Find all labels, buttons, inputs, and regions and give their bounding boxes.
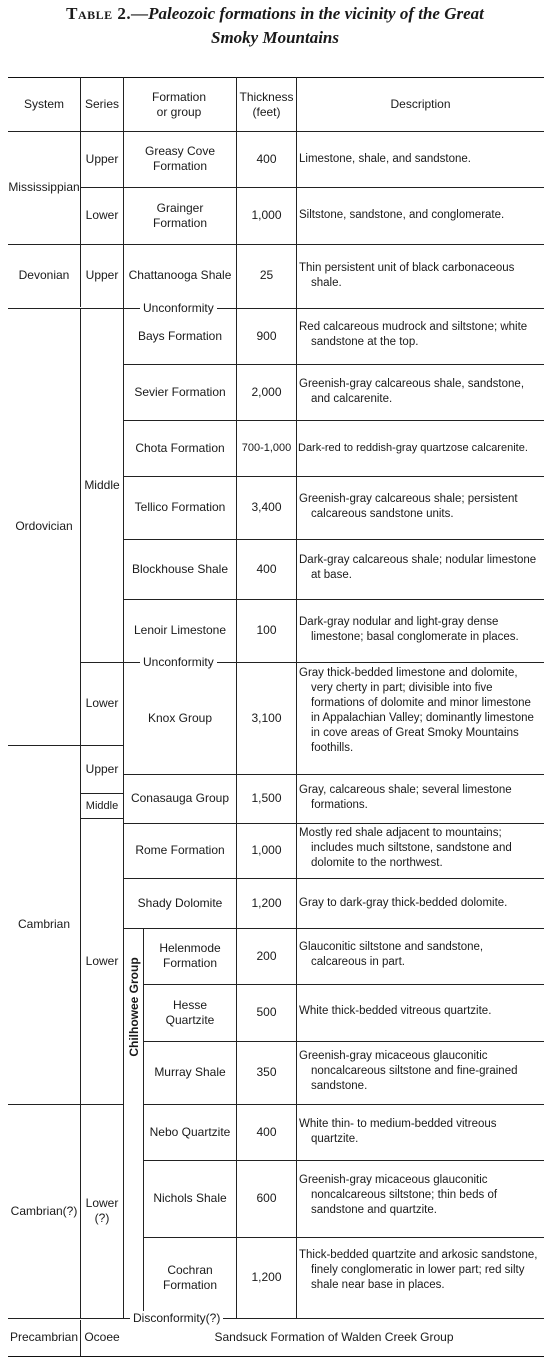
description-text <box>299 553 544 583</box>
description-text <box>299 1173 544 1218</box>
series-lower-q-line2: (?) <box>94 1211 110 1225</box>
series-cambrian-q-lower <box>81 1104 123 1318</box>
description-inner: Greenish-gray calcareous shale, sandstone, and calcarenite. <box>299 378 525 405</box>
description-text <box>299 492 544 522</box>
formation-name: Lenoir Limestone <box>133 623 227 637</box>
header-thickness-line1: Thickness <box>239 89 294 104</box>
series-cambrian-lower: Lower <box>85 953 119 968</box>
table-title-line2: Smoky Mountains <box>210 28 339 47</box>
header-thickness-line2: (feet) <box>252 104 281 119</box>
sandsuck-formation: Sandsuck Formation of Walden Creek Group <box>214 1330 454 1344</box>
system-devonian: Devonian <box>18 268 70 282</box>
formation-name: Cochran Formation <box>162 1262 218 1292</box>
series-mississippian-lower: Lower <box>85 208 119 222</box>
formation-name: Blockhouse Shale <box>131 561 229 576</box>
description-inner: White thin- to medium-bedded vitreous quartzite. <box>299 1118 497 1145</box>
formation-name: Chattanooga Shale <box>128 268 232 282</box>
series-mississippian-upper: Upper <box>85 151 119 166</box>
formation-name: Conasauga Group <box>130 791 230 805</box>
thickness-value: 350 <box>256 1065 277 1079</box>
description-inner: Gray, calcareous shale; several limestone formations. <box>299 784 512 811</box>
description-inner: Dark-gray calcareous shale; nodular limestone at base. <box>299 554 537 581</box>
system-cambrian-q: Cambrian(?) <box>10 1203 78 1218</box>
system-cambrian: Cambrian <box>17 917 71 931</box>
series-lower-q-line1: Lower <box>85 1196 119 1210</box>
description-text: White thick-bedded vitreous quartzite. <box>299 1005 492 1017</box>
formation-name: Sevier Formation <box>134 384 226 399</box>
thickness-value: 400 <box>256 561 277 576</box>
thickness-value: 700-1,000 <box>241 441 292 454</box>
system-mississippian: Mississippian <box>8 180 80 194</box>
thickness-value: 1,200 <box>251 895 282 910</box>
description-text <box>299 615 544 645</box>
thickness-value: 25 <box>259 268 274 282</box>
description-text: Siltstone, sandstone, and conglomerate. <box>299 209 505 221</box>
description-inner: Greenish-gray micaceous glauconitic noncalcareous siltstone and fine-grained sandstone. <box>299 1050 518 1092</box>
thickness-value: 1,500 <box>251 791 282 805</box>
chilhowee-group-label: Chilhowee Group <box>127 957 141 1057</box>
formation-name: Nebo Quartzite <box>149 1124 231 1139</box>
description-text <box>299 1049 544 1094</box>
description-text <box>299 826 544 871</box>
formation-name: Knox Group <box>147 710 213 725</box>
header-description: Description <box>390 97 451 111</box>
description-inner: Greenish-gray calcareous shale; persistent calcareous sandstone units. <box>299 493 518 520</box>
system-precambrian: Precambrian <box>9 1330 79 1344</box>
formation-name: Greasy Cove Formation <box>144 144 216 173</box>
series-devonian-upper: Upper <box>85 268 119 282</box>
system-ordovician: Ordovician <box>15 519 73 533</box>
description-inner: Red calcareous mudrock and siltstone; white sandstone at the top. <box>299 321 528 348</box>
thickness-value: 1,000 <box>251 208 282 222</box>
series-ordovician-middle: Middle <box>84 477 120 492</box>
formation-name: Chota Formation <box>135 440 225 455</box>
thickness-value: 400 <box>256 1124 277 1139</box>
series-ocoee: Ocoee <box>84 1330 120 1344</box>
description-text <box>299 320 544 350</box>
series-cambrian-middle: Middle <box>85 799 119 812</box>
description-inner: Greenish-gray micaceous glauconitic noncalcareous siltstone; thin beds of sandstone and quartzite. <box>299 1174 498 1216</box>
description-text <box>299 261 544 291</box>
description-inner: Dark-gray nodular and light-gray dense limestone; basal conglomerate in places. <box>299 616 519 643</box>
description-text: Dark-red to reddish-gray quartzose calcarenite. <box>298 442 528 454</box>
thickness-value: 2,000 <box>251 384 282 399</box>
unconformity-label: Unconformity <box>140 301 217 315</box>
formation-name: Murray Shale <box>154 1065 226 1079</box>
thickness-value: 400 <box>256 151 277 166</box>
description-text: Limestone, shale, and sandstone. <box>299 153 471 165</box>
header-formation-line1: Formation <box>151 89 207 104</box>
table-bottom-rule <box>8 1356 544 1357</box>
series-ordovician-lower: Lower <box>85 696 119 710</box>
description-text <box>299 1248 544 1293</box>
formation-name: Nichols Shale <box>153 1191 227 1205</box>
thickness-value: 600 <box>256 1191 277 1205</box>
divider-system-series-1 <box>80 77 81 131</box>
thickness-value: 200 <box>256 948 277 963</box>
header-formation-line2: or group <box>156 104 202 119</box>
table-title-line1: —Paleozoic formations in the vicinity of the Great <box>131 4 484 23</box>
header-series: Series <box>84 97 119 111</box>
formation-name: Hesse Quartzite <box>165 997 215 1027</box>
description-text <box>299 666 544 756</box>
description-text <box>299 783 544 813</box>
description-inner: Glauconitic siltstone and sandstone, calcareous in part. <box>299 941 484 968</box>
description-text <box>299 377 544 407</box>
disconformity-label: Disconformity(?) <box>130 1311 223 1325</box>
divider-thickness-description <box>296 77 297 1318</box>
formation-name: Tellico Formation <box>134 500 226 514</box>
thickness-value: 100 <box>256 623 277 637</box>
formation-name: Grainger Formation <box>152 200 208 230</box>
description-text <box>299 940 544 970</box>
thickness-value: 500 <box>256 1005 277 1019</box>
description-inner: Thick-bedded quartzite and arkosic sandstone, finely conglomeratic in lower part; red silty shale near base in places. <box>299 1249 538 1291</box>
description-inner: Thin persistent unit of black carbonaceous shale. <box>299 262 515 289</box>
formation-name: Rome Formation <box>135 843 225 857</box>
thickness-value: 3,400 <box>251 500 282 514</box>
formation-name: Helenmode Formation <box>159 941 221 970</box>
formation-name: Shady Dolomite <box>137 895 223 910</box>
formation-name: Bays Formation <box>137 328 223 343</box>
header-thickness <box>237 78 296 131</box>
thickness-value: 1,000 <box>251 843 282 857</box>
series-cambrian-upper: Upper <box>85 761 119 776</box>
header-system: System <box>23 97 64 111</box>
header-formation <box>124 78 234 131</box>
thickness-value: 1,200 <box>251 1270 282 1284</box>
thickness-value: 3,100 <box>251 710 282 725</box>
table-title <box>0 2 550 50</box>
description-text <box>299 1117 544 1147</box>
description-inner: Mostly red shale adjacent to mountains; includes much siltstone, sandstone and dolomite to the northwest. <box>299 827 512 869</box>
description-text: Gray to dark-gray thick-bedded dolomite. <box>299 897 508 909</box>
unconformity-label: Unconformity <box>140 655 217 669</box>
description-inner: Gray thick-bedded limestone and dolomite, very cherty in part; divisible into five formations of dolomite and minor limestone in Appalachian Valley; dominantly limestone in cove areas of Great Smoky Mountains foothills. <box>299 667 534 754</box>
table-number: Table 2. <box>66 4 132 23</box>
thickness-value: 900 <box>256 328 277 343</box>
